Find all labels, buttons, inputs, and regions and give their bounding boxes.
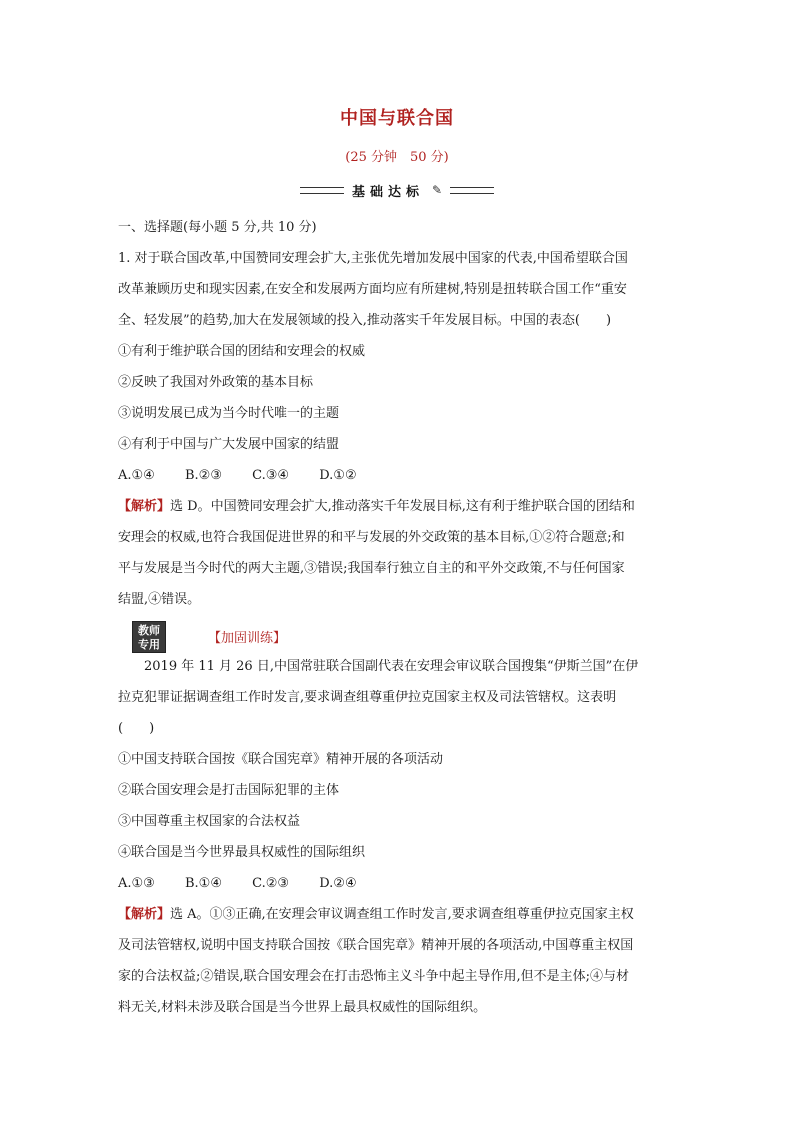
section-banner [0,180,794,200]
banner-rule-left [300,187,344,194]
analysis-text: 选 A。①③正确,在安理会审议调查组工作时发言,要求调查组尊重伊拉克国家主权 [170,907,634,922]
analysis-text: 选 D。中国赞同安理会扩大,推动落实千年发展目标,这有利于维护联合国的团结和 [170,499,635,514]
teacher-badge-line: 教师 [138,623,160,637]
option-a: A.①④ [118,468,155,483]
statement: ②联合国安理会是打击国际犯罪的主体 [118,783,340,798]
statement: ④联合国是当今世界最具权威性的国际组织 [118,845,366,860]
option-a: A.①③ [118,876,155,891]
answer-options [118,868,678,899]
statement: ①中国支持联合国按《联合国宪章》精神开展的各项活动 [118,752,444,767]
question-1-line: 1. 对于联合国改革,中国赞同安理会扩大,主张优先增加发展中国家的代表,中国希望联合国 [118,251,628,266]
analysis-line [118,899,678,930]
teacher-badge-line: 专用 [138,637,160,651]
teacher-badge [118,619,166,655]
option-c: C.②③ [252,876,290,891]
option-b: B.②③ [184,468,222,483]
option-d: D.②④ [319,876,357,891]
practice-label: 【加固训练】 [208,631,287,646]
analysis-line: 安理会的权威,也符合我国促进世界的和平与发展的外交政策的基本目标,①②符合题意;和 [118,530,625,545]
statement: ③说明发展已成为当今时代唯一的主题 [118,406,340,421]
analysis-line: 家的合法权益;②错误,联合国安理会在打击恐怖主义斗争中起主导作用,但不是主体;④与材 [118,969,630,984]
analysis-line [118,491,678,522]
statement: ①有利于维护联合国的团结和安理会的权威 [118,344,366,359]
statement: ④有利于中国与广大发展中国家的结盟 [118,437,340,452]
question-1-line: 改革兼顾历史和现实因素,在安全和发展两方面均应有所建树,特别是扭转联合国工作“重安 [118,282,627,297]
analysis-tag: 【解析】 [118,907,171,922]
question-2-line: 2019 年 11 月 26 日,中国常驻联合国副代表在安理会审议联合国搜集“伊斯兰国”在伊 [144,659,639,674]
question-2 [118,651,678,1023]
option-d: D.①② [319,468,357,483]
banner-rule-right [450,187,494,194]
statement: ②反映了我国对外政策的基本目标 [118,375,314,390]
content-body [118,212,678,1023]
pen-icon: ✎ [431,183,443,197]
analysis-line: 结盟,④错误。 [118,592,201,607]
banner-label: 基础达标 [351,184,424,200]
page-subtitle: (25 分钟 50 分) [345,150,449,165]
teacher-practice-row [118,615,678,651]
analysis-tag: 【解析】 [118,499,171,514]
question-2-line: ( ) [118,721,155,736]
answer-options [118,460,678,491]
section-heading: 一、选择题(每小题 5 分,共 10 分) [118,220,317,235]
analysis-line: 平与发展是当今时代的两大主题,③错误;我国奉行独立自主的和平外交政策,不与任何国家 [118,561,625,576]
statement: ③中国尊重主权国家的合法权益 [118,814,301,829]
question-1-line: 全、轻发展”的趋势,加大在发展领域的投入,推动落实千年发展目标。中国的表态( ) [118,313,612,328]
question-2-line: 拉克犯罪证据调查组工作时发言,要求调查组尊重伊拉克国家主权及司法管辖权。这表明 [118,690,617,705]
analysis-line: 料无关,材料未涉及联合国是当今世界上最具权威性的国际组织。 [118,1000,487,1015]
analysis-line: 及司法管辖权,说明中国支持联合国按《联合国宪章》精神开展的各项活动,中国尊重主权国 [118,938,634,953]
question-1 [118,243,678,615]
page-title: 中国与联合国 [340,108,454,129]
option-b: B.①④ [184,876,222,891]
option-c: C.③④ [252,468,290,483]
